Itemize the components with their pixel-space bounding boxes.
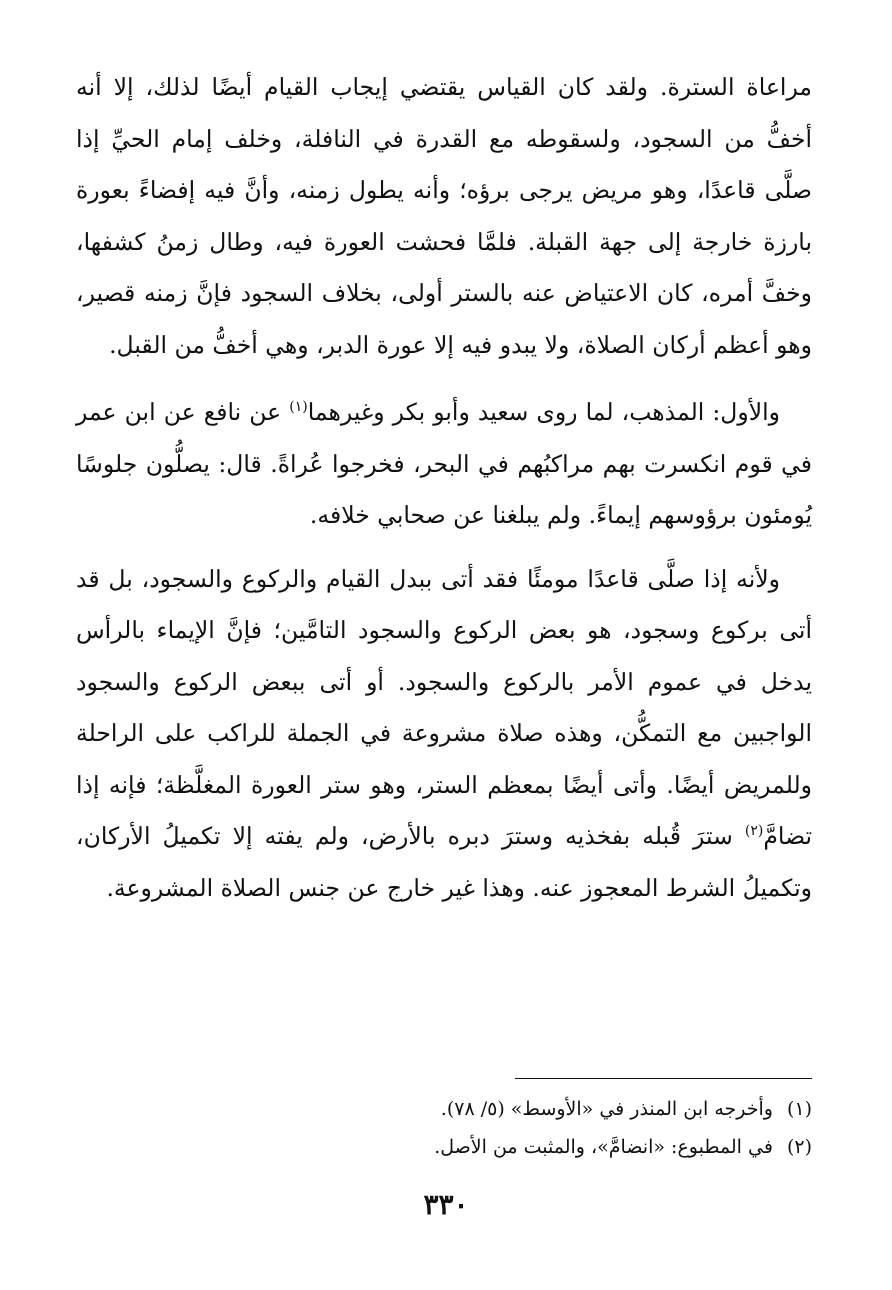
page-body <box>76 62 812 914</box>
footnote-2-text: في المطبوع: «انضامَّ»، والمثبت من الأصل. <box>434 1136 773 1158</box>
footnote-ref-2: (٢) <box>744 823 764 840</box>
footnote-ref-1: (١) <box>289 399 308 416</box>
paragraph-3 <box>76 554 812 915</box>
footnote-2 <box>76 1128 812 1166</box>
paragraph-3-text-b: سترَ قُبله بفخذيه وسترَ دبره بالأرض، ولم يفته إلا تكميلُ الأركان، وتكميلُ الشرط المعجوز عنه. وهذا غير خارج عن جنس الصلاة المشروعة. <box>76 822 812 902</box>
footnote-1 <box>76 1090 812 1128</box>
footnote-2-number: (٢) <box>786 1136 812 1158</box>
paragraph-2-text-b: عن نافع عن ابن عمر في قوم انكسرت بهم مراكبُهم في البحر، فخرجوا عُراةً. قال: يصلُّون جلوسًا يُومئون برؤوسهم إيماءً. ولم يبلغنا عن صحابي خلافه. <box>76 398 812 529</box>
paragraph-1: مراعاة السترة. ولقد كان القياس يقتضي إيجاب القيام أيضًا لذلك، إلا أنه أخفُّ من السجود، ولسقوطه مع القدرة في النافلة، وخلف إمام الحيِّ إذا صلَّى قاعدًا، وهو مريض يرجى برؤه؛ وأنه يطول زمنه، وأنَّ فيه إفضاءً بعورة بارزة خارجة إلى جهة القبلة. فلمَّا فحشت العورة فيه، وطال زمنُ كشفها، وخفَّ أمره، كان الاعتياض عنه بالستر أولى، بخلاف السجود فإنَّ زمنه قصير، وهو أعظم أركان الصلاة، ولا يبدو فيه إلا عورة الدبر، وهي أخفُّ من القبل. <box>76 73 812 359</box>
paragraph-2-text-a: والأول: المذهب، لما روى سعيد وأبو بكر وغيرهما <box>307 398 780 426</box>
footnote-divider <box>515 1078 812 1079</box>
footnote-1-number: (١) <box>786 1098 812 1120</box>
footnote-1-text: وأخرجه ابن المنذر في «الأوسط» (٥/ ٧٨). <box>440 1098 773 1120</box>
paragraph-3-text-a: ولأنه إذا صلَّى قاعدًا مومئًا فقد أتى ببدل القيام والركوع والسجود، بل قد أتى بركوع وسجود، هو بعض الركوع والسجود التامَّين؛ فإنَّ الإيماء بالرأس يدخل في عموم الأمر بالركوع والسجود. أو أتى ببعض الركوع والسجود الواجبين مع التمكُّن، وهذه صلاة مشروعة في الجملة للراكب على الراحلة وللمريض أيضًا. وأتى أيضًا بمعظم الستر، وهو ستر العورة المغلَّظة؛ فإنه إذا تضامَّ <box>76 564 812 850</box>
paragraph-2 <box>76 387 812 542</box>
footnotes <box>76 1090 812 1166</box>
page-number: ٣٣٠ <box>423 1188 469 1221</box>
